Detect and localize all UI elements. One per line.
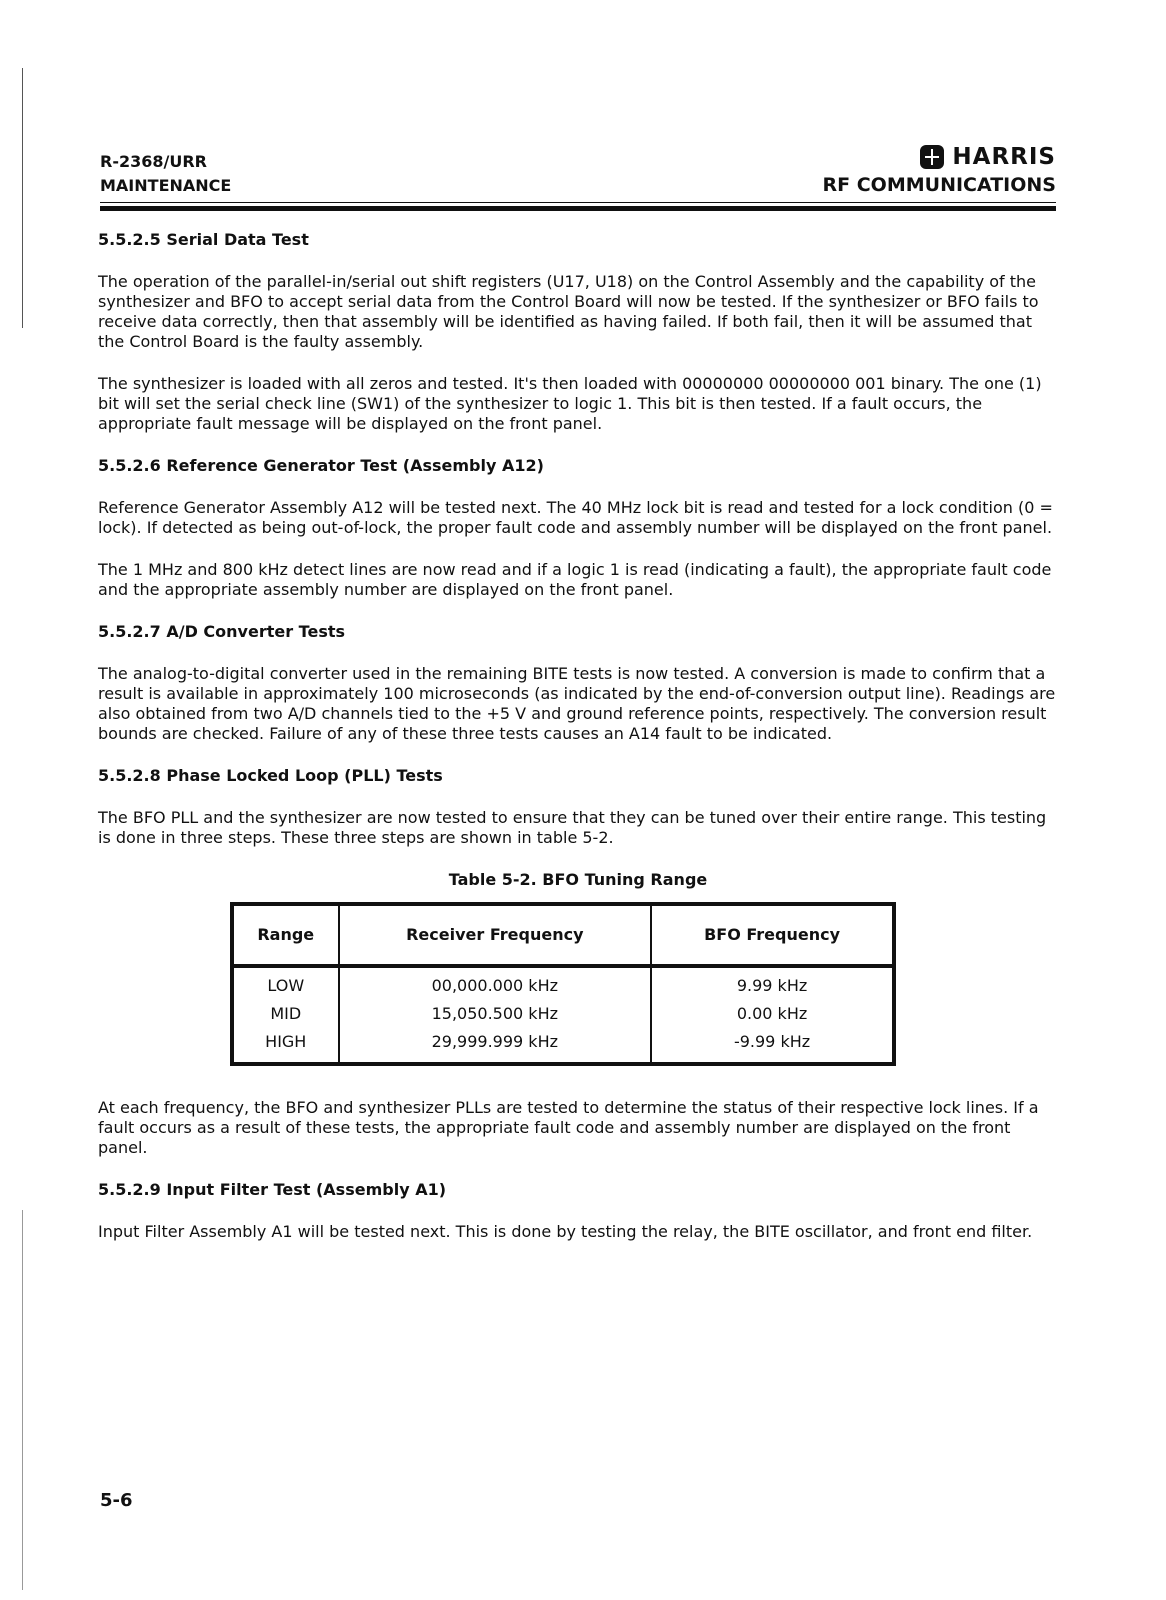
paragraph: The BFO PLL and the synthesizer are now tested to ensure that they can be tuned over their entire range. This testing is done in three steps. These three steps are shown in table 5-2. — [98, 808, 1047, 847]
page-header — [100, 144, 1056, 198]
division-name: RF COMMUNICATIONS — [822, 174, 1056, 196]
brand — [823, 142, 1056, 172]
section-label: MAINTENANCE — [100, 176, 232, 195]
paragraph: Reference Generator Assembly A12 will be tested next. The 40 MHz lock bit is read and tested for a lock condition (0 = lock). If detected as being out-of-lock, the proper fault code and assembly number will be displayed on the front panel. — [98, 498, 1053, 537]
bfo-tuning-table — [230, 902, 896, 1066]
table-row — [232, 1028, 894, 1064]
paragraph: The operation of the parallel-in/serial out shift registers (U17, U18) on the Control Assembly and the capability of the synthesizer and BFO to accept serial data from the Control Board will now be tested. If the synthesizer or BFO fails to receive data correctly, then that assembly will be identified as having failed. If both fail, then it will be assumed that the Control Board is the faulty assembly. — [98, 272, 1039, 351]
header-rule — [100, 202, 1056, 203]
brand-name: HARRIS — [952, 144, 1056, 170]
harris-logo-icon — [920, 145, 944, 169]
header-left — [100, 150, 231, 198]
paragraph: At each frequency, the BFO and synthesizer PLLs are tested to determine the status of their respective lock lines. If a fault occurs as a result of these tests, the appropriate fault code and assembly number are displayed on the front panel. — [98, 1098, 1039, 1157]
table-cell: 00,000.000 kHz — [339, 966, 652, 1000]
header-right — [823, 142, 1056, 198]
table-header-cell: BFO Frequency — [651, 904, 894, 966]
paragraph: The 1 MHz and 800 kHz detect lines are now read and if a logic 1 is read (indicating a fault), the appropriate fault code and the appropriate assembly number are displayed on the front panel. — [98, 560, 1052, 599]
table-cell: HIGH — [232, 1028, 339, 1064]
paragraph: The analog-to-digital converter used in the remaining BITE tests is now tested. A conversion is made to confirm that a result is available in approximately 100 microseconds (as indicated by the end-of-conversion output line). Readings are also obtained from two A/D channels tied to the +5 V and ground reference points, respectively. The conversion result bounds are checked. Failure of any of these three tests causes an A14 fault to be indicated. — [98, 664, 1056, 743]
table-cell: -9.99 kHz — [651, 1028, 894, 1064]
section-heading: 5.5.2.8 Phase Locked Loop (PLL) Tests — [98, 766, 443, 785]
header-rule-thick — [100, 206, 1056, 211]
body-content — [98, 230, 1058, 1264]
table-cell: LOW — [232, 966, 339, 1000]
table-row — [232, 966, 894, 1000]
margin-line — [22, 68, 23, 328]
table-row — [232, 1000, 894, 1028]
table-header-row — [232, 904, 894, 966]
paragraph: Input Filter Assembly A1 will be tested next. This is done by testing the relay, the BITE oscillator, and front end filter. — [98, 1222, 1033, 1241]
paragraph: The synthesizer is loaded with all zeros and tested. It's then loaded with 00000000 00000000 001 binary. The one (1) bit will set the serial check line (SW1) of the synthesizer to logic 1. This bit is then tested. If a fault occurs, the appropriate fault message will be displayed on the front panel. — [98, 374, 1042, 433]
table-cell: 15,050.500 kHz — [339, 1000, 652, 1028]
table-cell: 29,999.999 kHz — [339, 1028, 652, 1064]
section-heading: 5.5.2.5 Serial Data Test — [98, 230, 309, 249]
table-cell: 9.99 kHz — [651, 966, 894, 1000]
section-heading: 5.5.2.9 Input Filter Test (Assembly A1) — [98, 1180, 447, 1199]
table-cell: 0.00 kHz — [651, 1000, 894, 1028]
table-header-cell: Range — [232, 904, 339, 966]
table-cell: MID — [232, 1000, 339, 1028]
page-number: 5-6 — [100, 1490, 133, 1511]
table-header-cell: Receiver Frequency — [339, 904, 652, 966]
model-number: R-2368/URR — [100, 152, 207, 171]
table-caption: Table 5-2. BFO Tuning Range — [448, 870, 708, 889]
margin-line — [22, 1210, 23, 1590]
section-heading: 5.5.2.6 Reference Generator Test (Assembly A12) — [98, 456, 544, 475]
section-heading: 5.5.2.7 A/D Converter Tests — [98, 622, 346, 641]
